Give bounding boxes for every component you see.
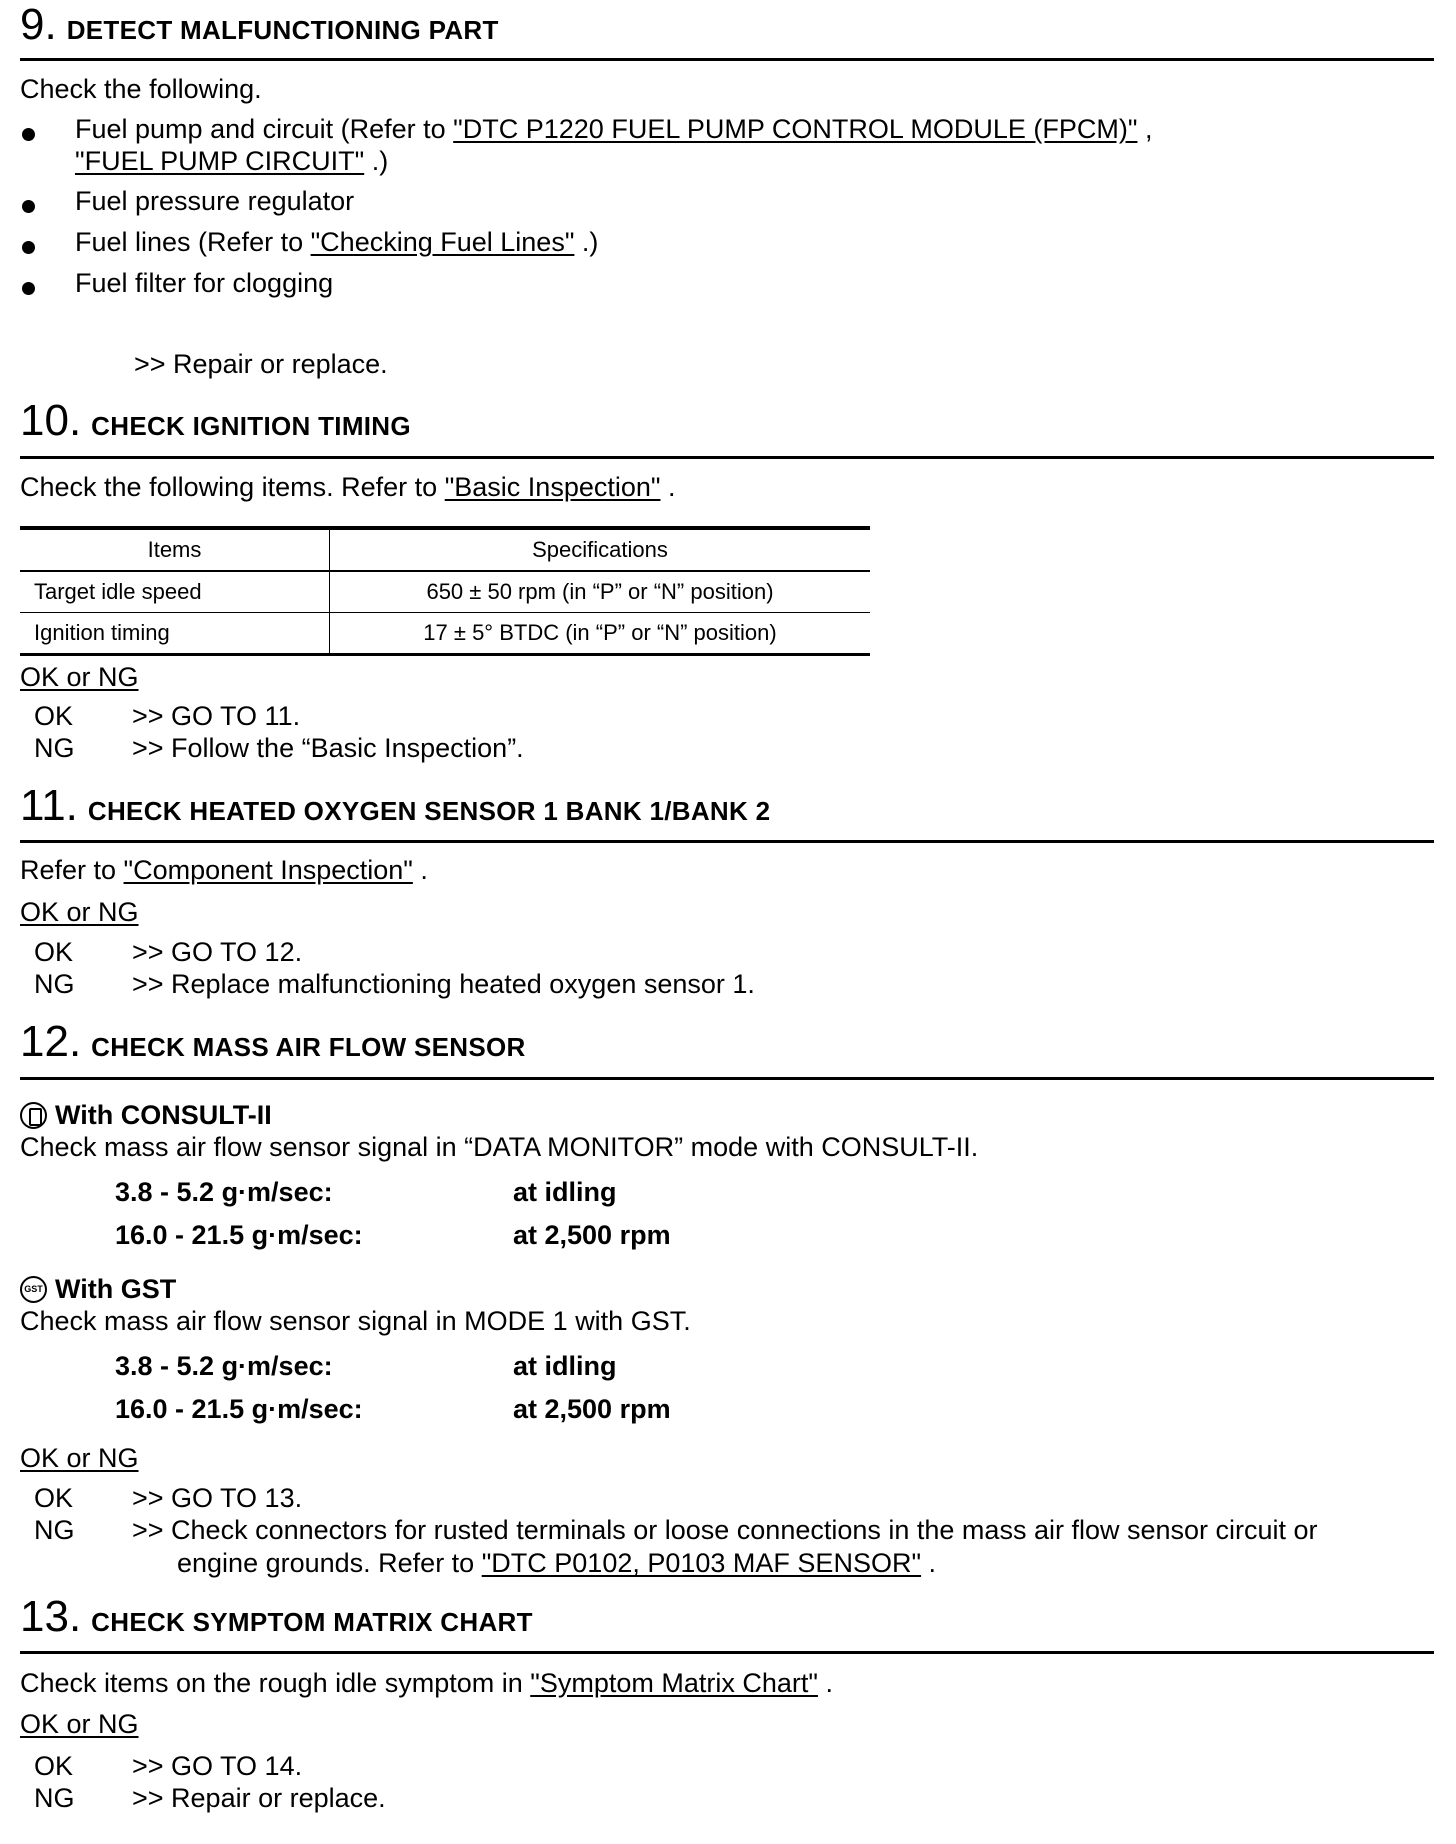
step-title: DETECT MALFUNCTIONING PART [66,15,499,45]
section-divider [20,456,1434,459]
table-cell: Target idle speed [20,571,330,613]
bullet-text: .) [574,227,599,257]
table-header: Items [20,528,330,571]
ng-result-continuation [177,1548,936,1579]
step-title: CHECK MASS AIR FLOW SENSOR [91,1032,526,1062]
ok-or-ng-label: OK or NG [20,662,139,692]
step-9-heading [20,0,499,50]
bullet-dot-icon [22,282,35,295]
step-number: 12. [20,1017,82,1066]
table-header-row [20,528,870,571]
step-number: 13. [20,1592,82,1641]
step-number: 10. [20,396,82,445]
ok-label: OK [34,937,74,967]
bullet-text: Fuel lines (Refer to [75,227,311,257]
step-title: CHECK IGNITION TIMING [91,411,411,441]
link-component-inspection[interactable]: "Component Inspection" [123,855,413,885]
section-divider [20,1077,1434,1080]
link-basic-inspection[interactable]: "Basic Inspection" [444,472,661,502]
ok-or-ng-label: OK or NG [20,897,139,927]
ok-label: OK [34,701,74,731]
table-cell: Ignition timing [20,613,330,655]
ng-label: NG [34,733,75,763]
consult-heading [20,1100,272,1131]
ok-result [34,1483,302,1514]
step-9-intro: Check the following. [20,74,262,104]
table-row [20,613,870,655]
gst-heading-text: With GST [55,1274,177,1304]
bullet-continuation [75,146,388,177]
step-10-intro [20,472,675,503]
intro-text: . [660,472,676,502]
ok-text: >> GO TO 11. [132,701,301,731]
table-row [20,571,870,613]
ok-result [34,1751,302,1782]
ok-text: >> GO TO 12. [132,937,303,967]
intro-text: . [412,855,428,885]
ng-label: NG [34,969,75,999]
bullet-text: .) [364,146,389,176]
spec-condition: at idling [513,1351,617,1381]
ok-or-ng-label: OK or NG [20,1709,139,1739]
step-9-action: >> Repair or replace. [134,349,388,379]
bullet-text: Fuel pressure regulator [75,186,355,216]
ok-text: >> GO TO 13. [132,1483,303,1513]
section-divider [20,1651,1434,1654]
consult-icon [20,1102,47,1129]
bullet-text: Fuel pump and circuit (Refer to [75,114,454,144]
consult-instruction: Check mass air flow sensor signal in “DATA MONITOR” mode with CONSULT-II. [20,1132,979,1162]
spec-value: 16.0 - 21.5 g·m/sec: [115,1220,363,1250]
bullet-dot-icon [22,200,35,213]
intro-text: Check items on the rough idle symptom in [20,1668,531,1698]
ng-label: NG [34,1783,75,1813]
intro-text: . [817,1668,833,1698]
step-title: CHECK HEATED OXYGEN SENSOR 1 BANK 1/BANK 2 [87,796,771,826]
step-13-heading [20,1592,533,1642]
ng-result [34,733,524,764]
step-number: 9. [20,0,57,49]
link-fpcm[interactable]: "DTC P1220 FUEL PUMP CONTROL MODULE (FPCM)" [453,114,1138,144]
gst-instruction: Check mass air flow sensor signal in MODE 1 with GST. [20,1306,691,1336]
link-maf-sensor[interactable]: "DTC P0102, P0103 MAF SENSOR" [481,1548,922,1578]
table-cell: 17 ± 5° BTDC (in “P” or “N” position) [423,620,777,645]
spec-condition: at idling [513,1177,617,1207]
spec-condition: at 2,500 rpm [513,1394,671,1424]
ok-text: >> GO TO 14. [132,1751,303,1781]
ok-result [34,701,300,732]
ng-text: >> Repair or replace. [132,1783,386,1813]
spec-value: 16.0 - 21.5 g·m/sec: [115,1394,363,1424]
intro-text: Refer to [20,855,124,885]
link-checking-fuel-lines[interactable]: "Checking Fuel Lines" [310,227,575,257]
ok-result [34,937,302,968]
spec-condition: at 2,500 rpm [513,1220,671,1250]
step-number: 11. [20,781,78,830]
specification-table [20,526,870,656]
bullet-dot-icon [22,241,35,254]
ok-label: OK [34,1483,74,1513]
consult-heading-text: With CONSULT-II [55,1100,272,1130]
spec-value: 3.8 - 5.2 g·m/sec: [115,1351,333,1381]
step-12-heading [20,1017,526,1067]
step-13-intro [20,1668,833,1699]
step-10-heading [20,396,411,446]
spec-value: 3.8 - 5.2 g·m/sec: [115,1177,333,1207]
step-11-intro [20,855,428,886]
link-fuel-pump-circuit[interactable]: "FUEL PUMP CIRCUIT" [75,146,365,176]
ng-result [34,969,755,1000]
table-header: Specifications [532,537,668,562]
ok-or-ng-label: OK or NG [20,1443,139,1473]
ng-text: >> Replace malfunctioning heated oxygen sensor 1. [132,969,755,999]
intro-text: Check the following items. Refer to [20,472,445,502]
ng-text: >> Check connectors for rusted terminals or loose connections in the mass air flow sensor circuit or [132,1515,1318,1545]
ng-text: . [921,1548,937,1578]
ok-label: OK [34,1751,74,1781]
ng-result [34,1783,386,1814]
section-divider [20,58,1434,61]
bullet-dot-icon [22,128,35,141]
ng-text: >> Follow the “Basic Inspection”. [132,733,524,763]
step-title: CHECK SYMPTOM MATRIX CHART [91,1607,533,1637]
bullet-text: Fuel filter for clogging [75,268,334,298]
step-11-heading [20,781,770,831]
gst-icon: GST [20,1276,47,1303]
gst-heading [20,1274,176,1305]
bullet-text: , [1137,114,1153,144]
ng-result [34,1515,1318,1546]
link-symptom-matrix-chart[interactable]: "Symptom Matrix Chart" [530,1668,818,1698]
section-divider [20,840,1434,843]
table-cell: 650 ± 50 rpm (in “P” or “N” position) [426,579,774,604]
ng-text: engine grounds. Refer to [177,1548,482,1578]
ng-label: NG [34,1515,75,1545]
